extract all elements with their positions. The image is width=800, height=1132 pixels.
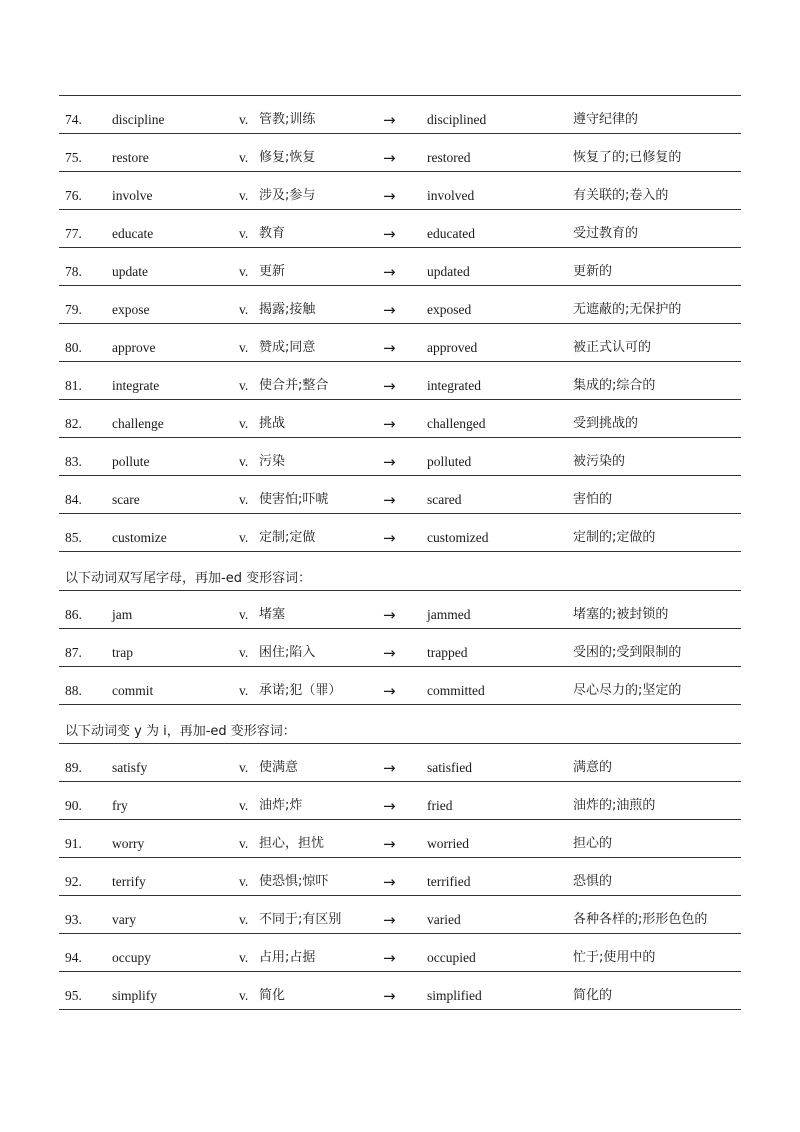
table-row — [59, 362, 741, 400]
verb-word: jam — [112, 607, 133, 622]
verb-word: occupy — [112, 950, 151, 965]
adjective-meaning: 各种各样的;形形色色的 — [573, 912, 708, 927]
adjective-word: restored — [427, 150, 471, 165]
part-of-speech: v. — [239, 226, 249, 241]
arrow-icon: → — [383, 453, 396, 471]
adjective-meaning: 受过教育的 — [573, 226, 639, 241]
entry-number: 75. — [65, 150, 82, 165]
section-heading-text: 以下动词变 y 为 i，再加-ed 变形容词： — [65, 724, 296, 739]
table-row — [59, 476, 741, 514]
verb-meaning: 更新 — [259, 264, 286, 279]
table-row — [59, 438, 741, 476]
arrow-icon: → — [383, 377, 396, 395]
table-row — [59, 629, 741, 667]
verb-meaning: 使恐惧;惊吓 — [259, 874, 329, 889]
table-row — [59, 96, 741, 134]
adjective-word: occupied — [427, 950, 476, 965]
table-row — [59, 820, 741, 858]
arrow-icon: → — [383, 263, 396, 281]
arrow-icon: → — [383, 111, 396, 129]
verb-word: discipline — [112, 112, 165, 127]
adjective-word: educated — [427, 226, 475, 241]
verb-meaning: 修复;恢复 — [259, 150, 316, 165]
entry-number: 92. — [65, 874, 82, 889]
arrow-icon: → — [383, 987, 396, 1005]
adjective-word: committed — [427, 683, 485, 698]
section-heading-text: 以下动词双写尾字母，再加-ed 变形容词： — [65, 571, 312, 586]
part-of-speech: v. — [239, 492, 249, 507]
part-of-speech: v. — [239, 378, 249, 393]
table-row — [59, 972, 741, 1010]
arrow-icon: → — [383, 949, 396, 967]
entry-number: 74. — [65, 112, 82, 127]
arrow-icon: → — [383, 797, 396, 815]
adjective-meaning: 被污染的 — [573, 454, 626, 469]
verb-word: fry — [112, 798, 128, 813]
adjective-word: varied — [427, 912, 461, 927]
arrow-icon: → — [383, 759, 396, 777]
table-row — [59, 782, 741, 820]
part-of-speech: v. — [239, 188, 249, 203]
table-row — [59, 896, 741, 934]
verb-meaning: 担心，担忧 — [259, 836, 325, 851]
adjective-meaning: 尽心尽力的;坚定的 — [573, 683, 682, 698]
adjective-meaning: 有关联的;卷入的 — [573, 188, 669, 203]
section-heading — [59, 552, 741, 591]
table-row — [59, 324, 741, 362]
arrow-icon: → — [383, 339, 396, 357]
arrow-icon: → — [383, 415, 396, 433]
adjective-meaning: 油炸的;油煎的 — [573, 798, 656, 813]
adjective-word: challenged — [427, 416, 486, 431]
verb-meaning: 承诺;犯（罪） — [259, 683, 342, 698]
verb-meaning: 涉及;参与 — [259, 188, 316, 203]
verb-meaning: 污染 — [259, 454, 286, 469]
arrow-icon: → — [383, 682, 396, 700]
adjective-word: fried — [427, 798, 453, 813]
entry-number: 84. — [65, 492, 82, 507]
part-of-speech: v. — [239, 454, 249, 469]
part-of-speech: v. — [239, 988, 249, 1003]
adjective-meaning: 遵守纪律的 — [573, 112, 639, 127]
entry-number: 86. — [65, 607, 82, 622]
adjective-meaning: 被正式认可的 — [573, 340, 652, 355]
table-row — [59, 744, 741, 782]
arrow-icon: → — [383, 529, 396, 547]
verb-meaning: 教育 — [259, 226, 286, 241]
adjective-meaning: 堵塞的;被封锁的 — [573, 607, 669, 622]
part-of-speech: v. — [239, 760, 249, 775]
adjective-word: approved — [427, 340, 478, 355]
arrow-icon: → — [383, 873, 396, 891]
arrow-icon: → — [383, 301, 396, 319]
verb-meaning: 占用;占据 — [259, 950, 316, 965]
verb-meaning: 堵塞 — [259, 607, 286, 622]
verb-meaning: 赞成;同意 — [259, 340, 316, 355]
entry-number: 81. — [65, 378, 82, 393]
table-row — [59, 667, 741, 705]
adjective-meaning: 受困的;受到限制的 — [573, 645, 682, 660]
entry-number: 77. — [65, 226, 82, 241]
adjective-meaning: 无遮蔽的;无保护的 — [573, 302, 682, 317]
vocabulary-table — [59, 95, 741, 1010]
arrow-icon: → — [383, 644, 396, 662]
verb-meaning: 管教;训练 — [259, 112, 316, 127]
entry-number: 90. — [65, 798, 82, 813]
verb-meaning: 困住;陷入 — [259, 645, 316, 660]
entry-number: 94. — [65, 950, 82, 965]
entry-number: 85. — [65, 530, 82, 545]
section-heading — [59, 705, 741, 744]
table-row — [59, 286, 741, 324]
adjective-word: polluted — [427, 454, 472, 469]
adjective-word: integrated — [427, 378, 481, 393]
part-of-speech: v. — [239, 836, 249, 851]
arrow-icon: → — [383, 149, 396, 167]
verb-meaning: 定制;定做 — [259, 530, 316, 545]
verb-word: approve — [112, 340, 156, 355]
adjective-meaning: 简化的 — [573, 988, 613, 1003]
entry-number: 95. — [65, 988, 82, 1003]
part-of-speech: v. — [239, 302, 249, 317]
verb-word: educate — [112, 226, 154, 241]
table-row — [59, 134, 741, 172]
verb-word: worry — [112, 836, 145, 851]
adjective-meaning: 忙于;使用中的 — [573, 950, 656, 965]
verb-meaning: 使满意 — [259, 760, 299, 775]
verb-word: vary — [112, 912, 136, 927]
verb-meaning: 使合并;整合 — [259, 378, 329, 393]
adjective-word: scared — [427, 492, 462, 507]
entry-number: 83. — [65, 454, 82, 469]
adjective-meaning: 受到挑战的 — [573, 416, 639, 431]
part-of-speech: v. — [239, 798, 249, 813]
adjective-meaning: 恐惧的 — [573, 874, 613, 889]
part-of-speech: v. — [239, 607, 249, 622]
table-row — [59, 400, 741, 438]
verb-meaning: 油炸;炸 — [259, 798, 303, 813]
adjective-meaning: 集成的;综合的 — [573, 378, 656, 393]
adjective-word: simplified — [427, 988, 482, 1003]
part-of-speech: v. — [239, 264, 249, 279]
adjective-word: trapped — [427, 645, 468, 660]
adjective-meaning: 恢复了的;已修复的 — [573, 150, 682, 165]
verb-word: commit — [112, 683, 154, 698]
adjective-meaning: 满意的 — [573, 760, 613, 775]
verb-meaning: 使害怕;吓唬 — [259, 492, 329, 507]
table-row — [59, 248, 741, 286]
verb-word: satisfy — [112, 760, 148, 775]
part-of-speech: v. — [239, 112, 249, 127]
verb-word: expose — [112, 302, 150, 317]
entry-number: 79. — [65, 302, 82, 317]
adjective-meaning: 定制的;定做的 — [573, 530, 656, 545]
table-row — [59, 172, 741, 210]
verb-word: customize — [112, 530, 167, 545]
verb-word: pollute — [112, 454, 150, 469]
part-of-speech: v. — [239, 340, 249, 355]
part-of-speech: v. — [239, 416, 249, 431]
arrow-icon: → — [383, 491, 396, 509]
adjective-meaning: 害怕的 — [573, 492, 613, 507]
verb-word: trap — [112, 645, 133, 660]
entry-number: 93. — [65, 912, 82, 927]
adjective-word: satisfied — [427, 760, 472, 775]
verb-meaning: 不同于;有区别 — [259, 912, 342, 927]
verb-meaning: 简化 — [259, 988, 286, 1003]
part-of-speech: v. — [239, 150, 249, 165]
verb-word: involve — [112, 188, 153, 203]
table-row — [59, 591, 741, 629]
adjective-meaning: 担心的 — [573, 836, 613, 851]
adjective-word: exposed — [427, 302, 472, 317]
table-row — [59, 858, 741, 896]
entry-number: 76. — [65, 188, 82, 203]
adjective-meaning: 更新的 — [573, 264, 613, 279]
arrow-icon: → — [383, 187, 396, 205]
adjective-word: customized — [427, 530, 489, 545]
verb-meaning: 挑战 — [259, 416, 286, 431]
part-of-speech: v. — [239, 874, 249, 889]
entry-number: 80. — [65, 340, 82, 355]
part-of-speech: v. — [239, 912, 249, 927]
adjective-word: disciplined — [427, 112, 487, 127]
verb-word: simplify — [112, 988, 158, 1003]
arrow-icon: → — [383, 606, 396, 624]
arrow-icon: → — [383, 225, 396, 243]
entry-number: 78. — [65, 264, 82, 279]
verb-meaning: 揭露;接触 — [259, 302, 316, 317]
part-of-speech: v. — [239, 530, 249, 545]
verb-word: update — [112, 264, 148, 279]
adjective-word: worried — [427, 836, 469, 851]
entry-number: 91. — [65, 836, 82, 851]
arrow-icon: → — [383, 835, 396, 853]
adjective-word: involved — [427, 188, 475, 203]
table-row — [59, 210, 741, 248]
part-of-speech: v. — [239, 645, 249, 660]
verb-word: terrify — [112, 874, 146, 889]
adjective-word: jammed — [427, 607, 471, 622]
part-of-speech: v. — [239, 683, 249, 698]
part-of-speech: v. — [239, 950, 249, 965]
verb-word: challenge — [112, 416, 164, 431]
verb-word: restore — [112, 150, 149, 165]
table-row — [59, 934, 741, 972]
table-row — [59, 514, 741, 552]
entry-number: 89. — [65, 760, 82, 775]
verb-word: integrate — [112, 378, 160, 393]
adjective-word: updated — [427, 264, 470, 279]
arrow-icon: → — [383, 911, 396, 929]
entry-number: 87. — [65, 645, 82, 660]
entry-number: 82. — [65, 416, 82, 431]
entry-number: 88. — [65, 683, 82, 698]
adjective-word: terrified — [427, 874, 471, 889]
verb-word: scare — [112, 492, 140, 507]
